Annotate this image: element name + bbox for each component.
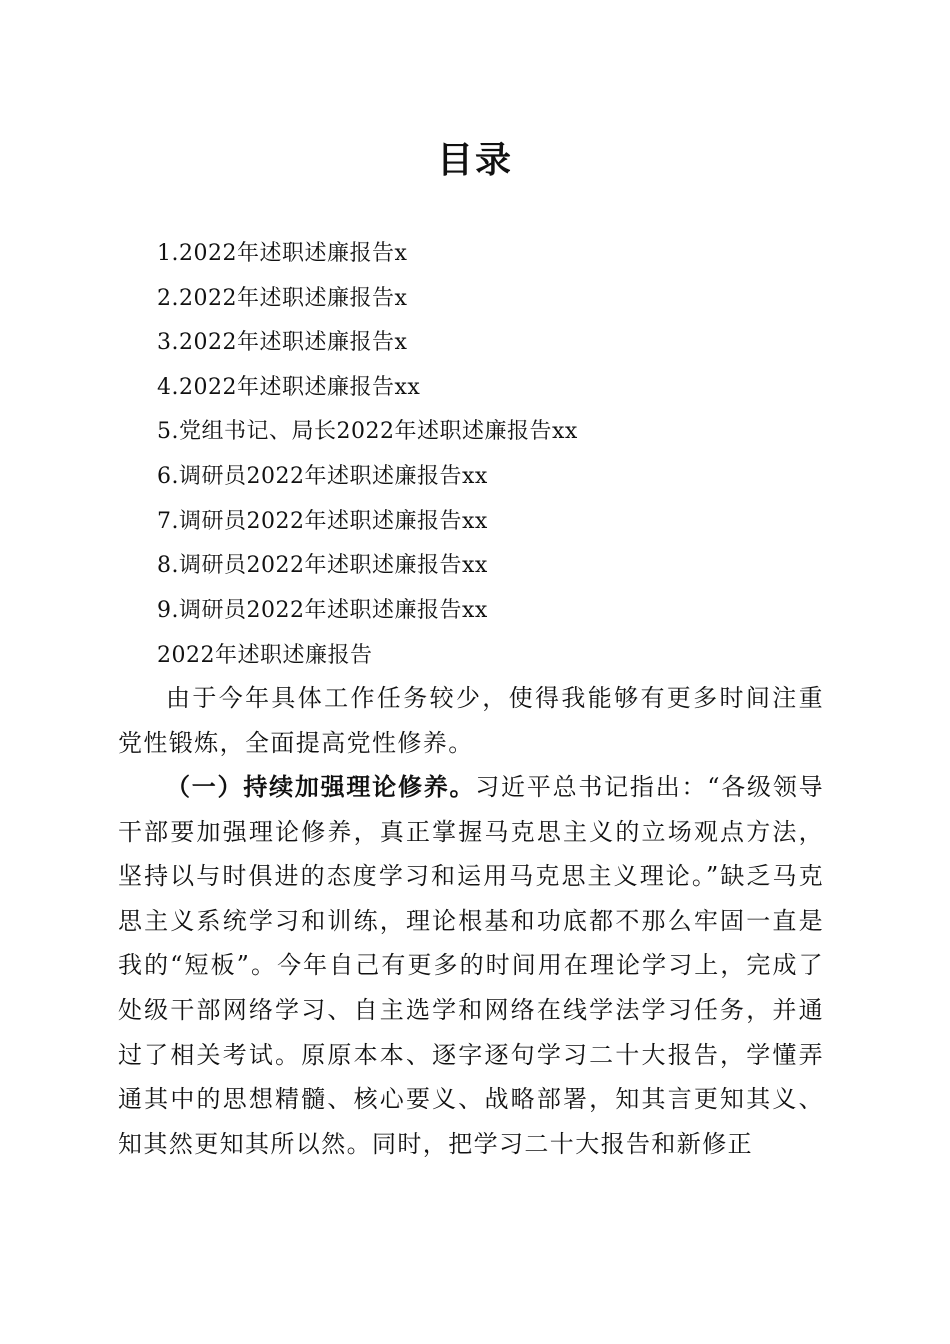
- toc-item[interactable]: 3.2022年述职述廉报告x: [157, 330, 408, 356]
- toc-item[interactable]: 4.2022年述职述廉报告xx: [157, 374, 421, 400]
- toc-item[interactable]: 5.党组书记、局长2022年述职述廉报告xx: [157, 419, 578, 445]
- toc-item[interactable]: 6.调研员2022年述职述廉报告xx: [157, 463, 488, 489]
- theory-paragraph: [118, 765, 824, 1166]
- toc-item[interactable]: 1.2022年述职述廉报告x: [157, 241, 408, 266]
- toc-item[interactable]: 9.调研员2022年述职述廉报告xx: [157, 597, 488, 623]
- toc-item[interactable]: 7.调研员2022年述职述廉报告xx: [157, 508, 488, 534]
- section-lead: （一）持续加强理论修养。: [166, 772, 476, 801]
- table-of-contents: [157, 232, 578, 633]
- toc-item[interactable]: 8.调研员2022年述职述廉报告xx: [157, 553, 488, 579]
- report-heading: 2022年述职述廉报告: [157, 643, 373, 668]
- page-title: 目录: [436, 139, 513, 181]
- section-body: 习近平总书记指出：“各级领导干部要加强理论修养，真正掌握马克思主义的立场观点方法，坚持以与时俱进的态度学习和运用马克思主义理论。”缺乏马克思主义系统学习和训练，理论根基和功底都不那么牢固一直是我的“短板”。今年自己有更多的时间用在理论学习上，完成了处级干部网络学习、自主选学和网络在线学法学习任务，并通过了相关考试。原原本本、逐字逐句学习二十大报告，学懂弄通其中的思想精髓、核心要义、战略部署，知其言更知其义、知其然更知其所以然。同时，把学习二十大报告和新修正: [118, 773, 824, 1158]
- toc-item[interactable]: 2.2022年述职述廉报告x: [157, 285, 408, 311]
- intro-paragraph: 由于今年具体工作任务较少，使得我能够有更多时间注重党性锻炼，全面提高党性修养。: [118, 684, 824, 757]
